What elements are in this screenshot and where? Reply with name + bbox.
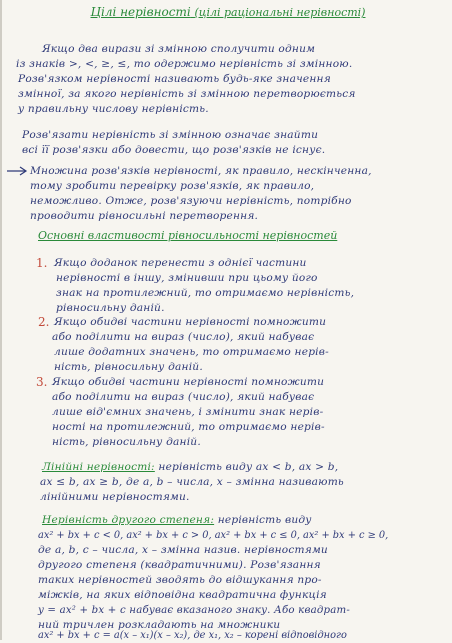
intro-line: тому зробити перевірку розв'язків, як правило, — [30, 180, 315, 192]
quadratic-line: y = ax² + bx + c набуває вказаного знаку. Або квадрат- — [38, 605, 351, 616]
linear-label: Лінійні нерівності: — [42, 461, 155, 473]
intro-line: проводити рівносильні перетворення. — [30, 210, 259, 222]
property-line: Якщо обидві частини нерівності помножити — [54, 316, 327, 328]
property-line: або поділити на вираз (число), який набуває — [52, 391, 315, 403]
property-number: 3. — [36, 375, 48, 389]
property-line: рівносильну даній. — [56, 302, 165, 314]
property-number: 2. — [38, 315, 50, 329]
quadratic-line: ax² + bx + c = a(x – x₁)(x – x₂), де x₁, x₂ – корені відповідного — [38, 630, 347, 641]
intro-line: із знаків >, <, ≥, ≤, то одержимо нерівність зі змінною. — [16, 58, 353, 70]
quadratic-definition — [42, 513, 312, 528]
quadratic-line: другого степеня (квадратичними). Розв'язання — [38, 559, 321, 571]
linear-definition — [42, 460, 338, 475]
property-line: лише додатних значень, то отримаємо нерів- — [54, 346, 329, 358]
intro-line: неможливо. Отже, розв'язуючи нерівність, потрібно — [30, 195, 352, 207]
intro-line: Розв'язком нерівності називають будь-яке значення — [18, 73, 331, 85]
quadratic-line: ний тричлен розкладають на множники — [38, 619, 281, 631]
property-line: або поділити на вираз (число), який набуває — [52, 331, 315, 343]
linear-line: нерівність виду ax < b, ax > b, — [158, 461, 339, 473]
property-line: ність, рівносильну даній. — [54, 361, 203, 373]
property-line: ність, рівносильну даній. — [52, 436, 201, 448]
property-line: Якщо обидві частини нерівності помножити — [52, 376, 325, 388]
title-main: Цілі нерівності — [90, 5, 191, 19]
property-line: Якщо доданок перенести з однієї частини — [54, 257, 307, 269]
property-line: знак на протилежний, то отримаємо нерівність, — [56, 287, 355, 299]
property-number: 1. — [36, 256, 48, 270]
intro-line: Множина розв'язків нерівності, як правило, нескінченна, — [30, 165, 372, 177]
arrow-right-icon — [6, 165, 28, 177]
quadratic-label: Нерівність другого степеня: — [42, 514, 215, 526]
page-title — [2, 4, 452, 21]
intro-line: у правильну числову нерівність. — [18, 103, 209, 115]
intro-line: Якщо два вирази зі змінною сполучити одним — [42, 43, 316, 55]
section-heading: Основні властивості рівносильності нерівностей — [38, 229, 338, 242]
quadratic-line: нерівність виду — [217, 514, 312, 526]
intro-line: змінної, за якого нерівність зі змінною перетворюється — [18, 88, 356, 100]
property-line: нерівності в іншу, змінивши при цьому його — [56, 272, 318, 284]
linear-line: ax ≤ b, ax ≥ b, де a, b – числа, x – змінна називають — [40, 476, 344, 488]
title-sub: (цілі раціональні нерівності) — [194, 6, 366, 19]
intro-line: всі її розв'язки або довести, що розв'язків не існує. — [22, 144, 326, 156]
linear-line: лінійними нерівностями. — [40, 491, 190, 503]
quadratic-line: де a, b, c – числа, x – змінна назив. нерівностями — [38, 544, 328, 556]
quadratic-line: міжків, на яких відповідна квадратична функція — [38, 589, 327, 601]
quadratic-line: ax² + bx + c < 0, ax² + bx + c > 0, ax² + bx + c ≤ 0, ax² + bx + c ≥ 0, — [38, 530, 389, 541]
quadratic-line: таких нерівностей зводять до відшукання про- — [38, 574, 322, 586]
property-line: лише від'ємних значень, і змінити знак нерів- — [52, 406, 324, 418]
property-line: ності на протилежний, то отримаємо нерів- — [52, 421, 325, 433]
intro-line: Розв'язати нерівність зі змінною означає знайти — [22, 129, 319, 141]
